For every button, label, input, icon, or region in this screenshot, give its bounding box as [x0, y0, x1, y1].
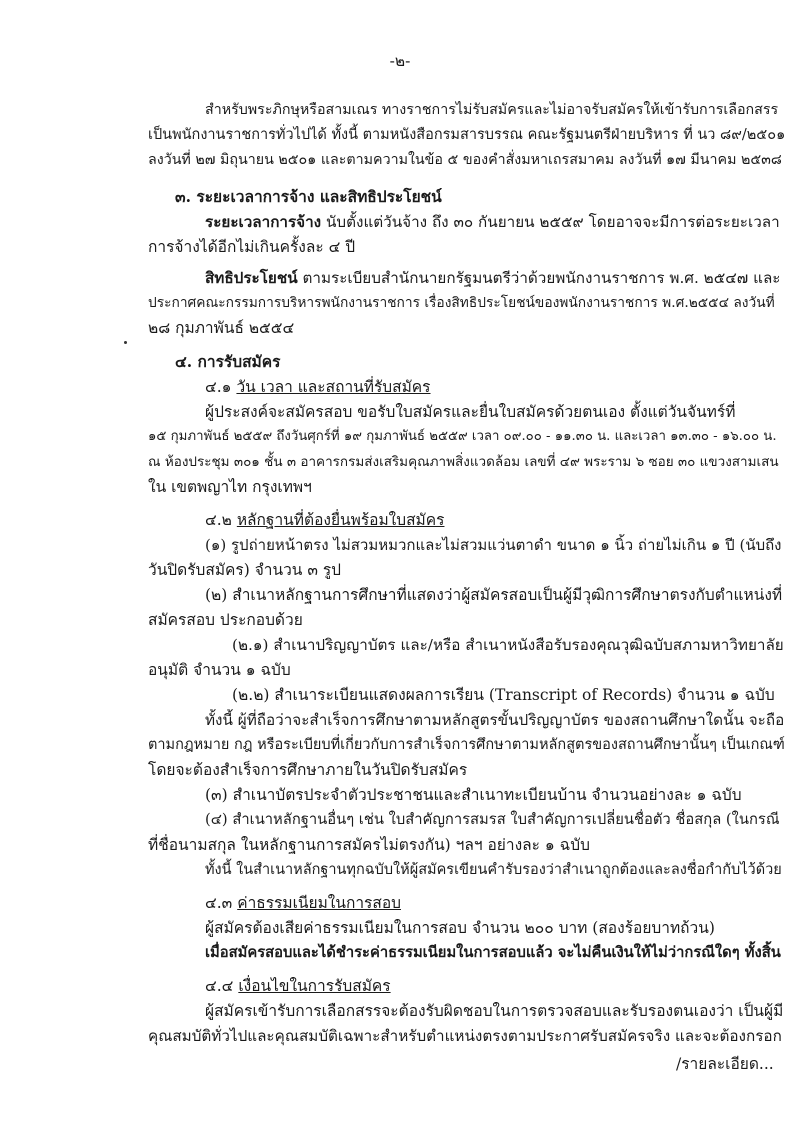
employment-period-label: ระยะเวลาการจ้าง — [205, 213, 322, 231]
benefit-text: ตามระเบียบสำนักนายกรัฐมนตรีว่าด้วยพนักงานราชการ พ.ศ. ๒๕๔๗ และ — [302, 269, 781, 287]
subsection-4-2-title: หลักฐานที่ต้องยื่นพร้อมใบสมัคร — [236, 511, 445, 529]
s42-line-2: วันปิดรับสมัคร) จำนวน ๓ รูป — [148, 561, 342, 579]
benefit-line-3: ๒๘ กุมภาพันธ์ ๒๕๕๔ — [148, 319, 295, 337]
s44-line-1: ผู้สมัครเข้ารับการเลือกสรรจะต้องรับผิดชอบในการตรวจสอบและรับรองตนเองว่า เป็นผู้มี — [205, 1002, 784, 1020]
s41-line-4: ใน เขตพญาไท กรุงเทพฯ — [148, 478, 312, 496]
s41-line-2: ๑๕ กุมภาพันธ์ ๒๕๕๙ ถึงวันศุกร์ที่ ๑๙ กุมภาพันธ์ ๒๕๕๙ เวลา ๐๙.๐๐ - ๑๑.๓๐ น. และเวลา ๑๓.๓๐ - ๑๖.๐๐ น. — [148, 429, 777, 444]
benefit-line-2: ประกาศคณะกรรมการบริหารพนักงานราชการ เรื่องสิทธิประโยชน์ของพนักงานราชการ พ.ศ.๒๕๕๔ ลงวันที่ — [148, 295, 775, 311]
s41-line-3: ณ ห้องประชุม ๓๐๑ ชั้น ๓ อาคารกรมส่งเสริมคุณภาพสิ่งแวดล้อม เลขที่ ๔๙ พระราม ๖ ซอย ๓๐ แขวงสามเสน — [148, 454, 779, 470]
employment-period-text: นับตั้งแต่วันจ้าง ถึง ๓๐ กันยายน ๒๕๕๙ โดยอาจจะมีการต่อระยะเวลา — [325, 213, 780, 231]
page-number: -๒- — [389, 52, 411, 70]
s42-line-11: (๓) สำเนาบัตรประจำตัวประชาชนและสำเนาทะเบียนบ้าน จำนวนอย่างละ ๑ ฉบับ — [205, 786, 742, 804]
employment-period-line-2: การจ้างได้อีกไม่เกินครั้งละ ๔ ปี — [148, 238, 356, 256]
s42-line-3: (๒) สำเนาหลักฐานการศึกษาที่แสดงว่าผู้สมัครสอบเป็นผู้มีวุฒิการศึกษาตรงกับตำแหน่งที่ — [205, 586, 783, 604]
stray-mark — [124, 341, 127, 344]
subsection-4-1-heading — [205, 377, 431, 397]
subsection-4-3-heading — [205, 893, 401, 913]
s41-line-1: ผู้ประสงค์จะสมัครสอบ ขอรับใบสมัครและยื่นใบสมัครด้วยตนเอง ตั้งแต่วันจันทร์ที่ — [205, 403, 736, 421]
s42-line-10: โดยจะต้องสำเร็จการศึกษาภายในวันปิดรับสมัคร — [148, 761, 468, 779]
s42-line-1: (๑) รูปถ่ายหน้าตรง ไม่สวมหมวกและไม่สวมแว่นตาดำ ขนาด ๑ นิ้ว ถ่ายไม่เกิน ๑ ปี (นับถึง — [205, 536, 782, 554]
s42-line-12: (๔) สำเนาหลักฐานอื่นๆ เช่น ใบสำคัญการสมรส ใบสำคัญการเปลี่ยนชื่อตัว ชื่อสกุล (ในกรณี — [205, 811, 780, 828]
subsection-4-3-title: ค่าธรรมเนียมในการสอบ — [237, 894, 401, 912]
benefit-label: สิทธิประโยชน์ — [205, 269, 298, 287]
subsection-4-4-title: เงื่อนไขในการรับสมัคร — [238, 977, 391, 995]
monk-para-line-3: ลงวันที่ ๒๗ มิถุนายน ๒๕๐๑ และตามความในข้อ ๕ ของคำสั่งมหาเถรสมาคม ลงวันที่ ๑๗ มีนาคม ๒๕๓๘ — [148, 152, 782, 168]
s42-line-4: สมัครสอบ ประกอบด้วย — [148, 611, 303, 629]
s44-line-2: คุณสมบัติทั่วไปและคุณสมบัติเฉพาะสำหรับตำแหน่งตรงตามประกาศรับสมัครจริง และจะต้องกรอก — [148, 1027, 782, 1045]
monk-para-line-1: สำหรับพระภิกษุหรือสามเณร ทางราชการไม่รับสมัครและไม่อาจรับสมัครให้เข้ารับการเลือกสรร — [205, 102, 779, 118]
benefit-line-1 — [205, 268, 780, 288]
s42-line-6: อนุมัติ จำนวน ๑ ฉบับ — [148, 661, 291, 679]
s42-line-8: ทั้งนี้ ผู้ที่ถือว่าจะสำเร็จการศึกษาตามหลักสูตรขั้นปริญญาบัตร ของสถานศึกษาใดนั้น จะถือ — [205, 711, 785, 729]
subsection-4-1-title: วัน เวลา และสถานที่รับสมัคร — [236, 378, 431, 396]
s42-line-14: ทั้งนี้ ในสำเนาหลักฐานทุกฉบับให้ผู้สมัครเขียนคำรับรองว่าสำเนาถูกต้องและลงชื่อกำกับไว้ด้วย — [205, 862, 782, 878]
subsection-4-4-heading — [205, 976, 391, 996]
subsection-4-3-number: ๔.๓ — [205, 894, 233, 912]
subsection-4-1-number: ๔.๑ — [205, 378, 232, 396]
section-4-heading: ๔. การรับสมัคร — [175, 352, 281, 371]
s42-line-5: (๒.๑) สำเนาปริญญาบัตร และ/หรือ สำเนาหนังสือรับรองคุณวุฒิฉบับสภามหาวิทยาลัย — [232, 636, 784, 654]
s42-line-9: ตามกฎหมาย กฎ หรือระเบียบที่เกี่ยวกับการสำเร็จการศึกษาตามหลักสูตรของสถานศึกษานั้นๆ เป็นเกณฑ์ — [148, 737, 785, 753]
s43-line-2: เมื่อสมัครสอบและได้ชำระค่าธรรมเนียมในการสอบแล้ว จะไม่คืนเงินให้ไม่ว่ากรณีใดๆ ทั้งสิ้น — [205, 944, 781, 961]
s42-line-7: (๒.๒) สำเนาระเบียนแสดงผลการเรียน (Transcript of Records) จำนวน ๑ ฉบับ — [232, 686, 775, 704]
monk-para-line-2: เป็นพนักงานราชการทั่วไปได้ ทั้งนี้ ตามหนังสือกรมสารบรรณ คณะรัฐมนตรีฝ่ายบริหาร ที่ นว ๘๙/๒๕๐๑ — [148, 127, 786, 143]
continuation-note: /รายละเอียด... — [676, 1055, 774, 1073]
s42-line-13: ที่ชื่อนามสกุล ในหลักฐานการสมัครไม่ตรงกัน) ฯลฯ อย่างละ ๑ ฉบับ — [148, 836, 590, 854]
subsection-4-4-number: ๔.๔ — [205, 977, 234, 995]
employment-period-line-1 — [205, 212, 780, 232]
s43-line-1: ผู้สมัครต้องเสียค่าธรรมเนียมในการสอบ จำนวน ๒๐๐ บาท (สองร้อยบาทถ้วน) — [205, 919, 715, 937]
section-3-heading: ๓. ระยะเวลาการจ้าง และสิทธิประโยชน์ — [175, 187, 442, 206]
subsection-4-2-heading — [205, 510, 444, 530]
subsection-4-2-number: ๔.๒ — [205, 511, 232, 529]
